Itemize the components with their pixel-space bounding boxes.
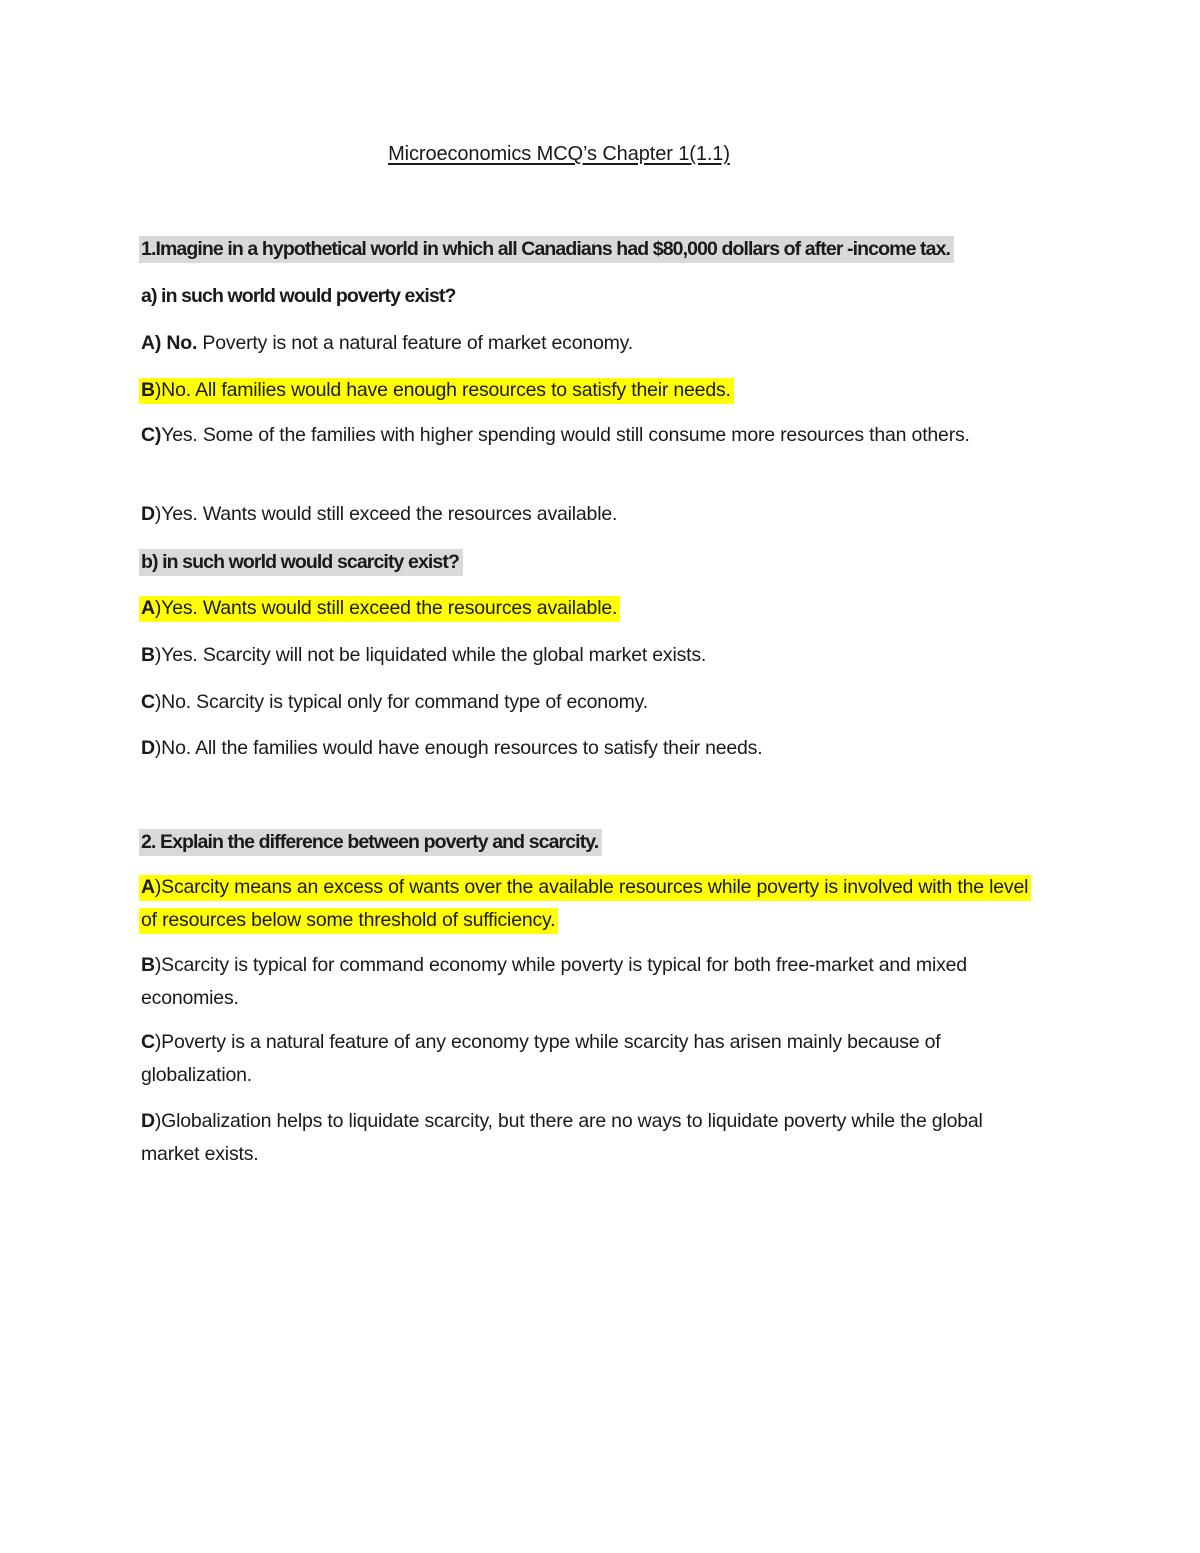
option-letter: A <box>141 597 155 619</box>
option-text: )Yes. Wants would still exceed the resources available. <box>154 597 618 619</box>
subquestion-a-heading-line <box>141 280 456 313</box>
option-text: )Scarcity means an excess of wants over the available resources while poverty is involved with the level of resources below some threshold of sufficiency. <box>141 876 1029 931</box>
option-text: )Yes. Scarcity will not be liquidated while the global market exists. <box>154 644 707 666</box>
option-letter: A) No. <box>141 332 198 354</box>
q1a-option-d <box>141 498 617 531</box>
option-letter: B <box>141 954 155 976</box>
option-letter: C <box>141 1031 155 1053</box>
question-2-heading: 2. Explain the difference between poverty and scarcity. <box>139 829 602 856</box>
q2-option-d <box>141 1105 1046 1171</box>
q1b-option-d <box>141 732 762 765</box>
option-text: )No. All the families would have enough resources to satisfy their needs. <box>154 737 763 759</box>
q1b-option-c <box>141 686 648 719</box>
q1a-option-c <box>141 419 1046 452</box>
option-letter: B <box>141 644 155 666</box>
question-1-heading: 1.Imagine in a hypothetical world in which all Canadians had $80,000 dollars of after -income tax. <box>139 236 954 263</box>
subquestion-b-heading: b) in such world would scarcity exist? <box>139 549 463 576</box>
option-letter: D <box>141 737 155 759</box>
option-text: )Yes. Wants would still exceed the resources available. <box>154 503 618 525</box>
document-title: Microeconomics MCQ’s Chapter 1(1.1) <box>388 143 730 165</box>
q1a-option-a <box>141 327 633 360</box>
option-letter: A <box>141 876 155 898</box>
question-1-heading-line <box>141 233 954 266</box>
q1b-option-b <box>141 639 706 672</box>
question-2-heading-line <box>141 826 602 859</box>
option-letter: D <box>141 503 155 525</box>
option-text: )Globalization helps to liquidate scarcity, but there are no ways to liquidate poverty while the global market exists. <box>141 1110 983 1165</box>
q1b-option-a <box>141 592 620 625</box>
option-letter: D <box>141 1110 155 1132</box>
option-text: )No. All families would have enough resources to satisfy their needs. <box>154 379 731 401</box>
subquestion-a-heading: a) in such world would poverty exist? <box>141 285 456 307</box>
option-text: Poverty is not a natural feature of market economy. <box>197 332 634 354</box>
option-text: Yes. Some of the families with higher spending would still consume more resources than others. <box>161 424 970 446</box>
option-text: )Poverty is a natural feature of any economy type while scarcity has arisen mainly because of globalization. <box>141 1031 941 1086</box>
option-letter: B <box>141 379 155 401</box>
subquestion-b-heading-line <box>141 546 463 579</box>
q2-option-b <box>141 949 1046 1015</box>
option-text: )No. Scarcity is typical only for command type of economy. <box>154 691 648 713</box>
option-text: )Scarcity is typical for command economy while poverty is typical for both free-market and mixed economies. <box>141 954 967 1009</box>
q2-option-c <box>141 1026 1046 1092</box>
q1a-option-b <box>141 374 734 407</box>
q2-option-a <box>141 871 1046 937</box>
option-letter: C) <box>141 424 162 446</box>
option-letter: C <box>141 691 155 713</box>
